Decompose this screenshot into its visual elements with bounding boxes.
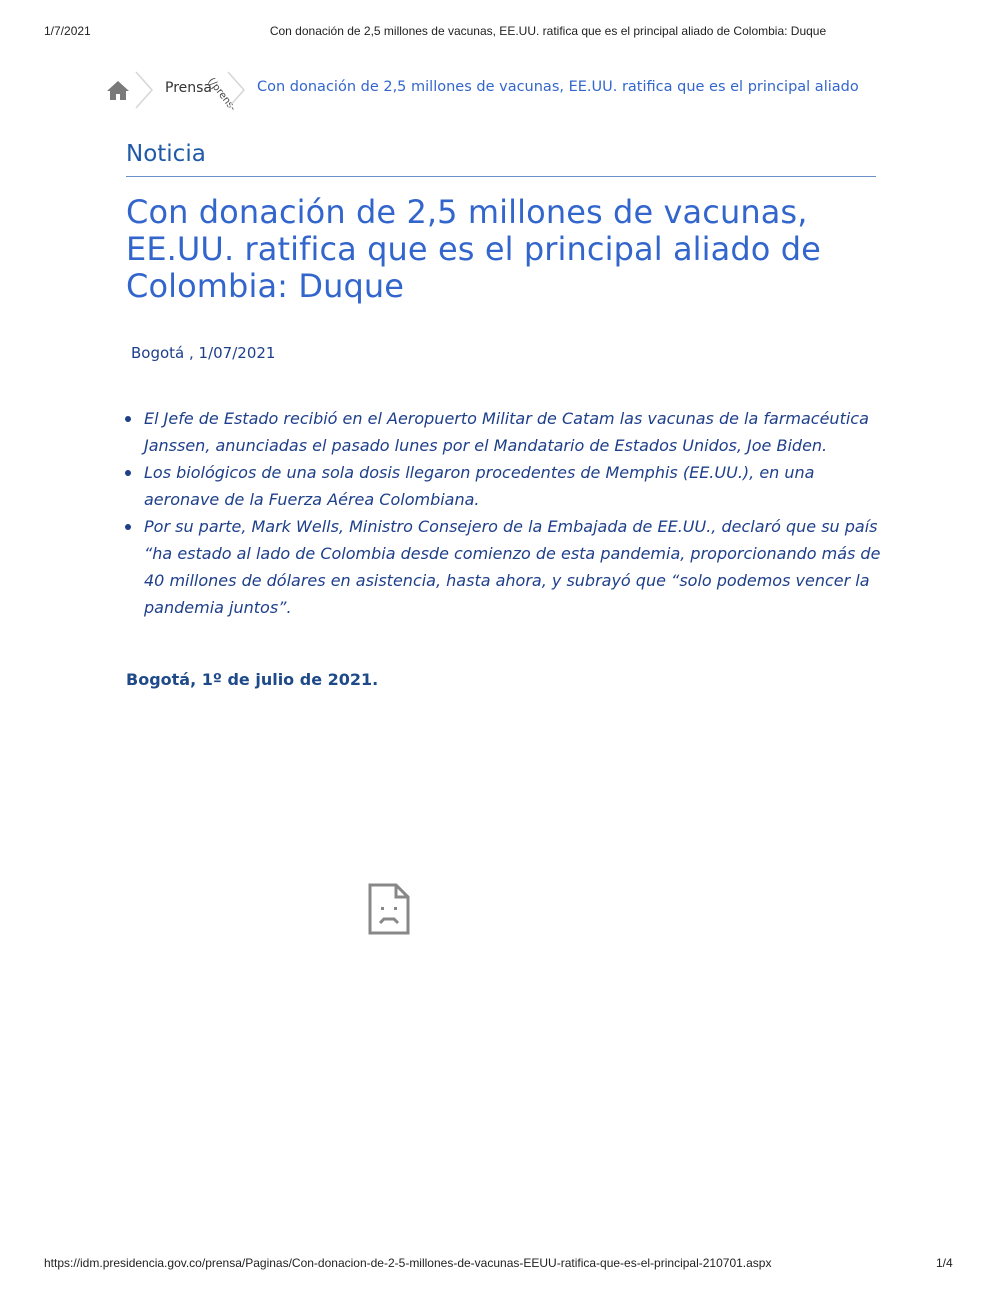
chevron-right-icon	[226, 70, 246, 110]
broken-image-icon	[368, 883, 410, 935]
print-date: 1/7/2021	[44, 24, 91, 38]
chevron-right-icon	[134, 70, 154, 110]
bullet-text: Los biológicos de una sola dosis llegaron procedentes de Memphis (EE.UU.), en una aeronave de la Fuerza Aérea Colombiana.	[144, 463, 815, 509]
list-item	[144, 459, 884, 513]
list-item	[144, 513, 884, 621]
print-footer	[0, 1256, 1000, 1272]
breadcrumb	[106, 70, 906, 114]
bullet-text: El Jefe de Estado recibió en el Aeropuerto Militar de Catam las vacunas de la farmacéutica Janssen, anunciadas el pasado lunes por el Mandatario de Estados Unidos, Joe Biden.	[144, 409, 869, 455]
breadcrumb-slug: (/prens-	[205, 76, 238, 114]
article-bold-date: Bogotá, 1º de julio de 2021.	[126, 670, 379, 689]
article-dateline: Bogotá , 1/07/2021	[131, 344, 276, 362]
print-header	[0, 24, 1000, 40]
print-title: Con donación de 2,5 millones de vacunas, EE.UU. ratifica que es el principal aliado de Colombia: Duque	[269, 24, 827, 38]
bullet-dot	[125, 416, 131, 422]
list-item	[144, 405, 884, 459]
print-url: https://idm.presidencia.gov.co/prensa/Paginas/Con-donacion-de-2-5-millones-de-vacunas-EEUU-ratifica-que-es-el-principal-210701.aspx	[44, 1256, 772, 1270]
bullet-dot	[125, 524, 131, 530]
summary-bullet-list	[144, 405, 884, 621]
page-number: 1/4	[936, 1256, 953, 1270]
breadcrumb-prensa-link[interactable]: Prensa	[165, 80, 213, 96]
home-icon[interactable]	[106, 79, 130, 101]
article-headline: Con donación de 2,5 millones de vacunas, EE.UU. ratifica que es el principal aliado de Colombia: Duque	[126, 193, 821, 305]
bullet-dot	[125, 470, 131, 476]
section-label: Noticia	[126, 141, 206, 167]
bullet-text: Por su parte, Mark Wells, Ministro Consejero de la Embajada de EE.UU., declaró que su país “ha estado al lado de Colombia desde comienzo de esta pandemia, proporcionando más de 40 millones de dólares en asistencia, hasta ahora, y subrayó que “solo podemos vencer la pandemia juntos”.	[144, 517, 881, 617]
breadcrumb-current[interactable]: Con donación de 2,5 millones de vacunas, EE.UU. ratifica que es el principal aliado	[257, 79, 859, 95]
section-divider	[126, 176, 876, 177]
